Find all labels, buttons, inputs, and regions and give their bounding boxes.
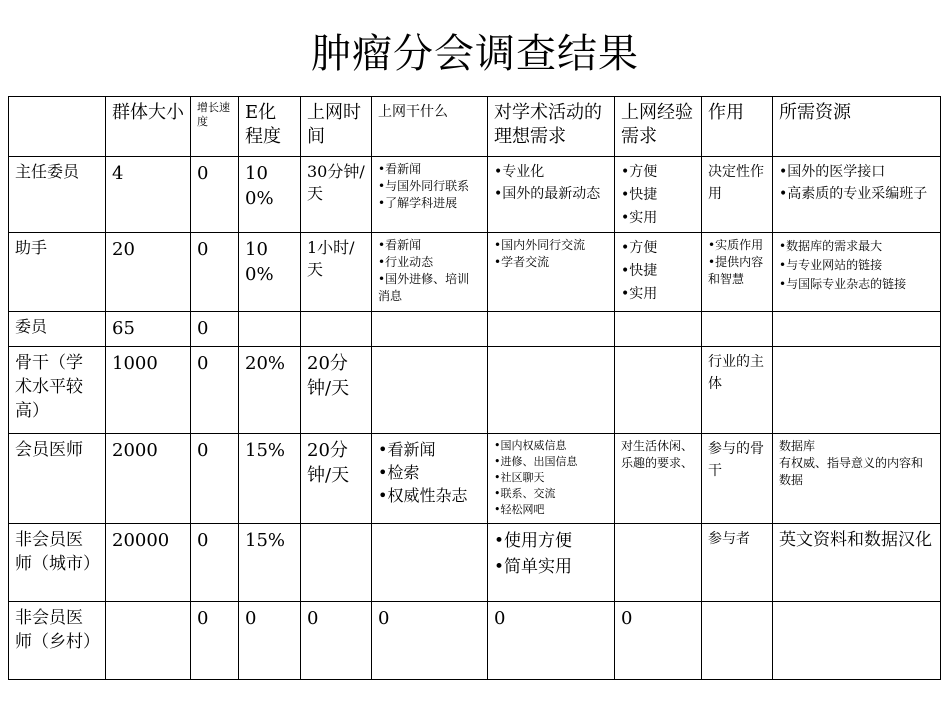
cell-academic: 0 bbox=[488, 602, 615, 680]
header-cell-activities: 上网干什么 bbox=[372, 97, 488, 157]
cell-experience bbox=[615, 312, 702, 347]
table-row bbox=[9, 524, 941, 602]
cell-resources bbox=[773, 233, 941, 312]
cell-role: 行业的主体 bbox=[702, 347, 773, 434]
table-row bbox=[9, 157, 941, 233]
cell-activities bbox=[372, 347, 488, 434]
cell-growth: 0 bbox=[191, 524, 239, 602]
cell-experience bbox=[615, 233, 702, 312]
cell-academic bbox=[488, 434, 615, 524]
cell-activities: 0 bbox=[372, 602, 488, 680]
cell-time bbox=[301, 524, 372, 602]
cell-group: 助手 bbox=[9, 233, 106, 312]
header-cell-e-level: E化程度 bbox=[239, 97, 301, 157]
header-cell-time: 上网时间 bbox=[301, 97, 372, 157]
cell-e-level: 100% bbox=[239, 233, 301, 312]
list-item: • 国外进修、培训消息 bbox=[378, 271, 481, 305]
list-item: • 与国外同行联系 bbox=[378, 178, 481, 195]
cell-role: 参与的骨干 bbox=[702, 434, 773, 524]
list-item: • 专业化 bbox=[494, 161, 608, 183]
cell-resources bbox=[773, 347, 941, 434]
table-row bbox=[9, 312, 941, 347]
table-row bbox=[9, 434, 941, 524]
list-item: • 检索 bbox=[378, 461, 481, 484]
header-row bbox=[9, 97, 941, 157]
cell-activities bbox=[372, 233, 488, 312]
cell-group: 非会员医师（乡村） bbox=[9, 602, 106, 680]
list-item: • 与专业网站的链接 bbox=[779, 256, 934, 275]
list-item: • 权威性杂志 bbox=[378, 484, 481, 507]
header-cell-experience: 上网经验需求 bbox=[615, 97, 702, 157]
list-item: • 使用方便 bbox=[494, 528, 608, 554]
list-item: • 实用 bbox=[621, 283, 695, 306]
cell-growth: 0 bbox=[191, 233, 239, 312]
resources-line: 数据库 bbox=[779, 439, 816, 453]
cell-size: 4 bbox=[106, 157, 191, 233]
cell-group: 主任委员 bbox=[9, 157, 106, 233]
list-item: • 社区聊天 bbox=[494, 470, 608, 486]
list-item: • 与国际专业杂志的链接 bbox=[779, 275, 934, 294]
cell-experience: 对生活休闲、乐趣的要求、 bbox=[615, 434, 702, 524]
cell-group: 会员医师 bbox=[9, 434, 106, 524]
cell-resources bbox=[773, 157, 941, 233]
cell-activities bbox=[372, 434, 488, 524]
list-item: • 方便 bbox=[621, 237, 695, 260]
cell-academic bbox=[488, 312, 615, 347]
cell-experience bbox=[615, 347, 702, 434]
cell-group: 非会员医师（城市） bbox=[9, 524, 106, 602]
cell-growth: 0 bbox=[191, 157, 239, 233]
cell-e-level: 15% bbox=[239, 524, 301, 602]
cell-growth: 0 bbox=[191, 347, 239, 434]
resources-line: 有权威、指导意义的内容和数据 bbox=[779, 456, 924, 487]
cell-resources bbox=[773, 434, 941, 524]
cell-activities bbox=[372, 312, 488, 347]
cell-resources bbox=[773, 602, 941, 680]
cell-e-level: 100% bbox=[239, 157, 301, 233]
cell-time: 20分钟/天 bbox=[301, 347, 372, 434]
list-item: • 看新闻 bbox=[378, 438, 481, 461]
cell-growth: 0 bbox=[191, 312, 239, 347]
cell-group: 骨干（学术水平较高） bbox=[9, 347, 106, 434]
cell-experience bbox=[615, 157, 702, 233]
cell-activities bbox=[372, 157, 488, 233]
cell-size: 65 bbox=[106, 312, 191, 347]
cell-size: 20 bbox=[106, 233, 191, 312]
cell-size: 1000 bbox=[106, 347, 191, 434]
cell-time: 20分钟/天 bbox=[301, 434, 372, 524]
list-item: • 了解学科进展 bbox=[378, 195, 481, 212]
survey-table bbox=[8, 96, 941, 680]
cell-role: 决定性作用 bbox=[702, 157, 773, 233]
cell-experience bbox=[615, 524, 702, 602]
list-item: • 国外的医学接口 bbox=[779, 161, 934, 183]
list-item: • 行业动态 bbox=[378, 254, 481, 271]
cell-time: 1小时/天 bbox=[301, 233, 372, 312]
cell-size: 20000 bbox=[106, 524, 191, 602]
list-item: • 实质作用 bbox=[708, 237, 766, 254]
cell-time: 0 bbox=[301, 602, 372, 680]
list-item: • 国内权威信息 bbox=[494, 438, 608, 454]
header-cell-role: 作用 bbox=[702, 97, 773, 157]
cell-growth: 0 bbox=[191, 602, 239, 680]
list-item: • 高素质的专业采编班子 bbox=[779, 183, 934, 205]
list-item: • 提供内容和智慧 bbox=[708, 254, 766, 288]
cell-size: 2000 bbox=[106, 434, 191, 524]
cell-role bbox=[702, 312, 773, 347]
cell-resources: 英文资料和数据汉化 bbox=[773, 524, 941, 602]
header-cell-empty bbox=[9, 97, 106, 157]
table-row bbox=[9, 347, 941, 434]
cell-e-level bbox=[239, 312, 301, 347]
list-item: • 数据库的需求最大 bbox=[779, 237, 934, 256]
cell-e-level: 20% bbox=[239, 347, 301, 434]
cell-size bbox=[106, 602, 191, 680]
page-title: 肿瘤分会调查结果 bbox=[311, 31, 639, 77]
table-row bbox=[9, 602, 941, 680]
list-item: • 国内外同行交流 bbox=[494, 237, 608, 254]
list-item: • 实用 bbox=[621, 207, 695, 230]
cell-experience: 0 bbox=[615, 602, 702, 680]
list-item: • 快捷 bbox=[621, 184, 695, 207]
header-cell-size: 群体大小 bbox=[106, 97, 191, 157]
list-item: • 简单实用 bbox=[494, 554, 608, 580]
cell-role bbox=[702, 233, 773, 312]
cell-role: 参与者 bbox=[702, 524, 773, 602]
cell-time: 30分钟/天 bbox=[301, 157, 372, 233]
cell-growth: 0 bbox=[191, 434, 239, 524]
cell-academic bbox=[488, 157, 615, 233]
cell-time bbox=[301, 312, 372, 347]
list-item: • 进修、出国信息 bbox=[494, 454, 608, 470]
list-item: • 看新闻 bbox=[378, 237, 481, 254]
cell-e-level: 15% bbox=[239, 434, 301, 524]
list-item: • 快捷 bbox=[621, 260, 695, 283]
cell-e-level: 0 bbox=[239, 602, 301, 680]
header-cell-resources: 所需资源 bbox=[773, 97, 941, 157]
cell-academic bbox=[488, 524, 615, 602]
list-item: • 轻松网吧 bbox=[494, 502, 608, 518]
cell-academic bbox=[488, 347, 615, 434]
list-item: • 联系、交流 bbox=[494, 486, 608, 502]
list-item: • 看新闻 bbox=[378, 161, 481, 178]
cell-activities bbox=[372, 524, 488, 602]
list-item: • 国外的最新动态 bbox=[494, 183, 608, 205]
cell-role bbox=[702, 602, 773, 680]
list-item: • 方便 bbox=[621, 161, 695, 184]
cell-resources bbox=[773, 312, 941, 347]
list-item: • 学者交流 bbox=[494, 254, 608, 271]
header-cell-academic: 对学术活动的理想需求 bbox=[488, 97, 615, 157]
table-row bbox=[9, 233, 941, 312]
header-cell-growth: 增长速度 bbox=[191, 97, 239, 157]
cell-group: 委员 bbox=[9, 312, 106, 347]
cell-academic bbox=[488, 233, 615, 312]
